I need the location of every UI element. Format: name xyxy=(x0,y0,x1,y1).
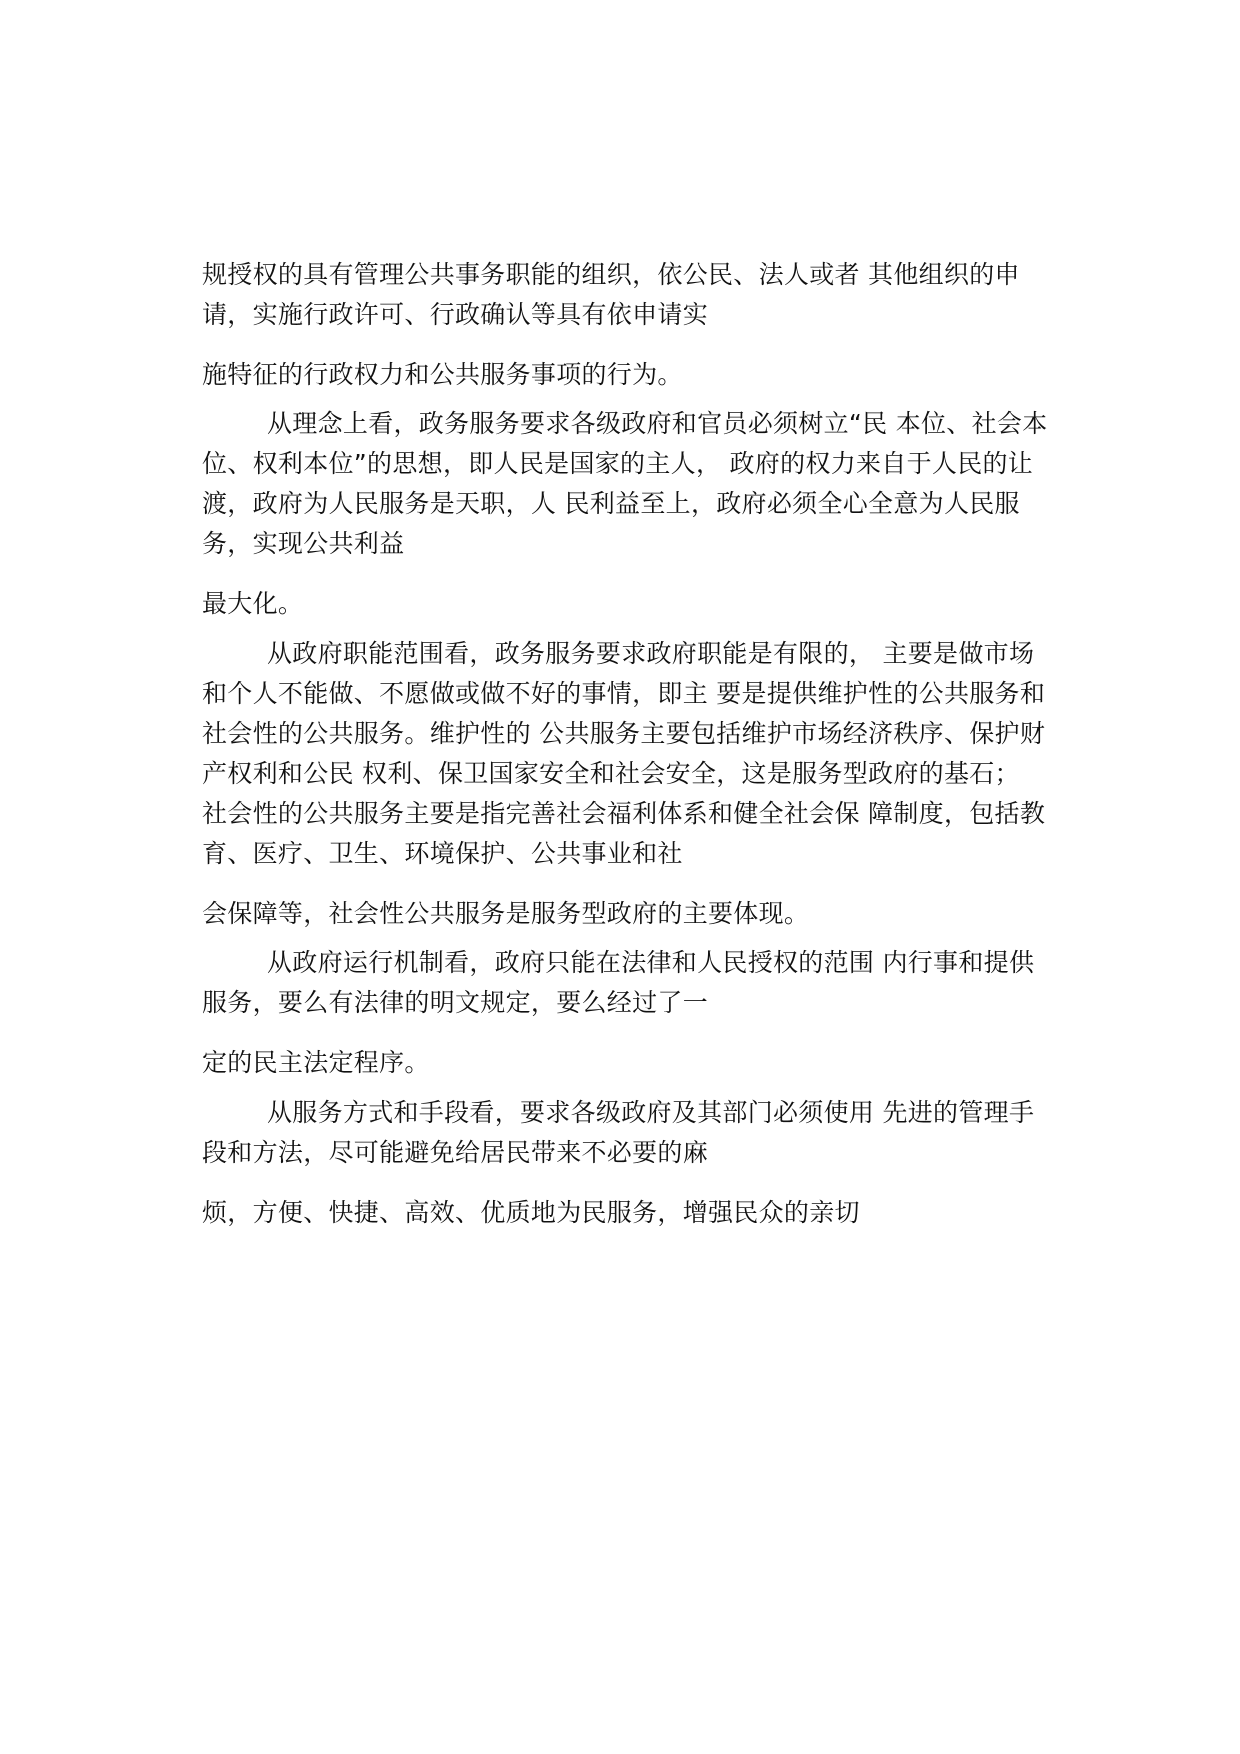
text-line-17: 服务，要么有法律的明文规定，要么经过了一 xyxy=(202,988,709,1017)
text-line-13: 社会性的公共服务主要是指完善社会福利体系和健全社会保 障制度，包括教 xyxy=(202,799,1046,828)
text-line-15: 会保障等，社会性公共服务是服务型政府的主要体现。 xyxy=(202,899,810,928)
text-line-7: 务，实现公共利益 xyxy=(202,529,405,558)
text-line-2: 请，实施行政许可、行政确认等具有依申请实 xyxy=(202,300,709,329)
text-line-20: 段和方法，尽可能避免给居民带来不必要的麻 xyxy=(202,1138,709,1167)
text-line-21: 烦，方便、快捷、高效、优质地为民服务，增强民众的亲切 xyxy=(202,1198,860,1227)
text-line-1: 规授权的具有管理公共事务职能的组织，依公民、法人或者 其他组织的申 xyxy=(202,260,1020,289)
text-line-6: 渡，政府为人民服务是天职，人 民利益至上，政府必须全心全意为人民服 xyxy=(202,489,1020,518)
text-line-12: 产权利和公民 权利、保卫国家安全和社会安全，这是服务型政府的基石； xyxy=(202,759,1020,788)
text-line-16: 从政府运行机制看，政府只能在法律和人民授权的范围 内行事和提供 xyxy=(267,948,1035,977)
text-line-8: 最大化。 xyxy=(202,589,304,618)
text-line-19: 从服务方式和手段看，要求各级政府及其部门必须使用 先进的管理手 xyxy=(267,1098,1035,1127)
text-line-10: 和个人不能做、不愿做或做不好的事情，即主 要是提供维护性的公共服务和 xyxy=(202,679,1046,708)
text-line-18: 定的民主法定程序。 xyxy=(202,1048,430,1077)
text-line-9: 从政府职能范围看，政务服务要求政府职能是有限的， 主要是做市场 xyxy=(267,639,1035,668)
text-line-5: 位、权利本位”的思想，即人民是国家的主人， 政府的权力来自于人民的让 xyxy=(202,449,1034,478)
text-line-3: 施特征的行政权力和公共服务事项的行为。 xyxy=(202,360,683,389)
text-line-11: 社会性的公共服务。维护性的 公共服务主要包括维护市场经济秩序、保护财 xyxy=(202,719,1046,748)
text-line-14: 育、医疗、卫生、环境保护、公共事业和社 xyxy=(202,839,683,868)
text-line-4: 从理念上看，政务服务要求各级政府和官员必须树立“民 本位、社会本 xyxy=(267,409,1048,438)
